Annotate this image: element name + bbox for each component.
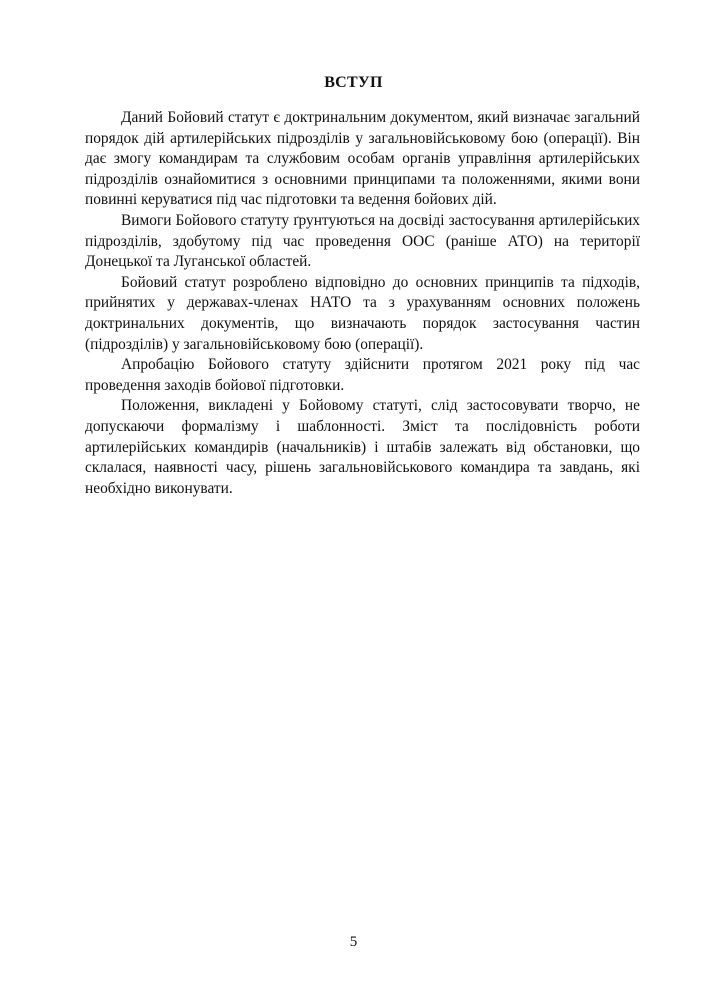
- paragraph-5: Положення, викладені у Бойовому статуті, слід застосовувати творчо, не допускаючи формалізму і шаблонності. Зміст та послідовність роботи артилерійських командирів (начальників) і штабів залежать від обстановки, що склалася, наявності часу, рішень загальновійськового командира та завдань, які необхідно виконувати.: [85, 397, 640, 497]
- paragraph-3: Бойовий статут розроблено відповідно до основних принципів та підходів, прийнятих у державах-членах НАТО та з урахуванням основних положень доктринальних документів, що визначають порядок застосування частин (підрозділів) у загальновійськовому бою (операції).: [85, 273, 640, 353]
- page-title: ВСТУП: [324, 74, 383, 91]
- paragraph-4: Апробацію Бойового статуту здійснити протягом 2021 року під час проведення заходів бойової підготовки.: [85, 356, 640, 394]
- paragraph-2: Вимоги Бойового статуту ґрунтуються на досвіді застосування артилерійських підрозділів, здобутому під час проведення ООС (раніше АТО) на території Донецької та Луганської областей.: [85, 211, 640, 271]
- page-number: 5: [349, 934, 358, 950]
- paragraph-1: Даний Бойовий статут є доктринальним документом, який визначає загальний порядок дій артилерійських підрозділів у загальновійськовому бою (операції). Він дає змогу командирам та службовим особам органів управління артилерійських підрозділів ознайомитися з основними принципами та положеннями, якими вони повинні керуватися під час підготовки та ведення бойових дій.: [85, 109, 640, 209]
- document-body: [85, 108, 640, 499]
